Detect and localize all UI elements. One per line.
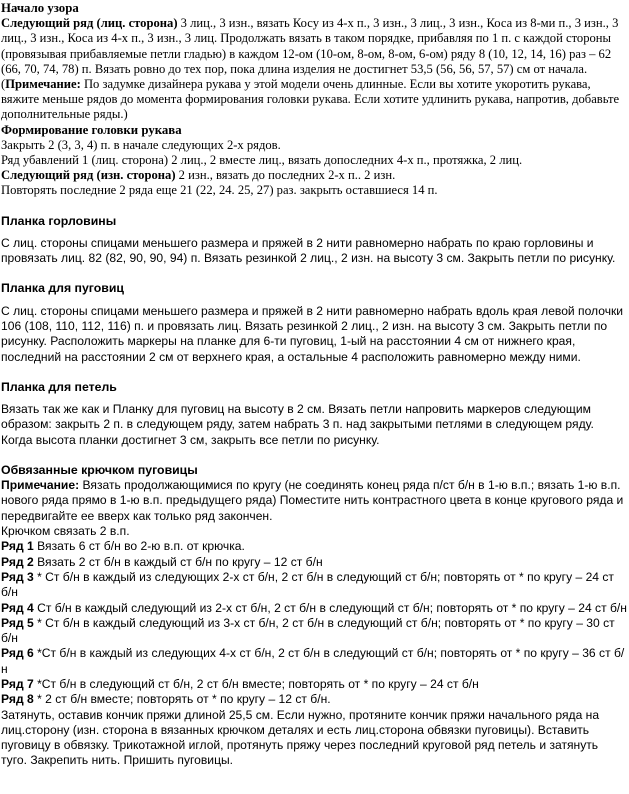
paragraph: С лиц. стороны спицами меньшего размера и пряжей в 2 нити равномерно набрать по краю горловины и провязать лиц. 82 (82, 90, 90, 94) п. Вязать резинкой 2 лиц., 2 изн. на высоту 3 см. Закрыть петли по рисунку. [1, 235, 616, 266]
row-text: Ст б/н в каждый следующий из 2-х ст б/н, 2 ст б/н в следующий ст б/н; повторять от * по кругу – 24 ст б/н [33, 600, 627, 615]
spacer [1, 266, 627, 281]
paragraph-text: 2 изн., вязать до последних 2-х п.. 2 изн. [175, 168, 396, 183]
row-label: Следующий ряд (лиц. сторона) [1, 16, 178, 31]
spacer [1, 297, 627, 304]
spacer [1, 448, 627, 463]
list-item [1, 677, 627, 692]
row-label: Ряд 5 [1, 615, 34, 630]
note-text: Вязать продолжающимися по кругу (не соединять конец ряда п/ст б/н в 1-ю в.п.; вязать 1-ю в.п. нового ряда прямо в 1-ю в.п. предыдущего ряда) Поместите нить контрастного цвета в конце кругового ряда и передвигайте ее вверх как только ряд закончен. [1, 478, 624, 523]
row-label: Ряд 1 [1, 539, 34, 554]
list-item [1, 601, 627, 616]
row-text: * Ст б/н в каждый следующий из 3-х ст б/н, 2 ст б/н в следующий ст б/н; повторять от * по кругу – 30 ст б/н [1, 615, 615, 646]
spacer [1, 199, 627, 214]
paragraph [1, 168, 627, 183]
row-label: Ряд 8 [1, 692, 34, 707]
row-label: Следующий ряд (изн. сторона) [1, 168, 176, 183]
paragraph [1, 16, 627, 122]
row-text: Вязать 6 ст б/н во 2-ю в.п. от крючка. [33, 539, 245, 554]
section-heading: Начало узора [1, 1, 79, 15]
crochet-rows-list [1, 539, 627, 707]
paragraph-text: 3 лиц., 3 изн., вязать Косу из 4-х п., 3 изн., 3 лиц., 3 изн., Коса из 8-ми п., 3 изн., 3 лиц., 3 изн., Коса из 4-х п., 3 изн., 3 лиц. Продолжать вязать в таком порядке, прибавляя по 1 п. с каждой стороны (провязывая прибавляемые петли гладью) в каждом 12-ом (10-ом, 8-ом, 8-ом, 6-ом) ряду 8 (10, 12, 14, 16) раз – 62 (66, 70, 74, 78) п. Вязать ровно до тех пор, пока длина изделия не достигнет 53,5 (56, 56, 57, 57) см от начала. ( [1, 16, 619, 92]
row-text: * 2 ст б/н вместе; повторять от * по кругу – 12 ст б/н. [33, 692, 331, 707]
section-heading: Планка для петель [1, 379, 117, 394]
paragraph: Повторять последние 2 ряда еще 21 (22, 24. 25, 27) раз. закрыть оставшиеся 14 п. [1, 183, 438, 198]
list-item [1, 646, 627, 677]
section-heading: Планка горловины [1, 213, 117, 228]
note-text: По задумке дизайнера рукава у этой модели очень длинные. Если вы хотите укоротить рукава, вяжите меньше рядов до момента формирования головки рукава. Если хотите удлинить рукава, напротив, добавьте дополнительные ряды.) [1, 77, 620, 122]
list-item [1, 539, 627, 554]
paragraph: Вязать так же как и Планку для пуговиц на высоту в 2 см. Вязать петли напровить маркеров следующим образом: закрыть 2 п. в следующем ряду, затем набрать 3 п. над закрытыми петлями в следующем ряду. Когда высота планки достигнет 3 см, закрыть все петли по рисунку. [1, 402, 594, 447]
neckband-section [1, 214, 627, 267]
row-label: Ряд 2 [1, 554, 34, 569]
paragraph: Ряд убавлений 1 (лиц. сторона) 2 лиц., 2 вместе лиц., вязать допоследних 4-х п., протяжка, 2 лиц. [1, 153, 523, 168]
list-item [1, 570, 627, 601]
row-text: * Ст б/н в каждый из следующих 2-х ст б/н, 2 ст б/н в следующий ст б/н; повторять от * по кругу – 24 ст б/н [1, 569, 614, 600]
paragraph: Закрыть 2 (3, 3, 4) п. в начале следующих 2-х рядов. [1, 137, 281, 152]
spacer [1, 229, 627, 236]
crochet-buttons-section [1, 463, 627, 769]
note-label: Примечание: [1, 478, 80, 493]
paragraph [1, 478, 627, 524]
note-label: Примечание: [5, 77, 81, 92]
row-label: Ряд 3 [1, 569, 34, 584]
row-text: Вязать 2 ст б/н в каждый ст б/н по кругу – 12 ст б/н [33, 554, 323, 569]
paragraph: С лиц. стороны спицами меньшего размера и пряжей в 2 нити равномерно набрать вдоль края левой полочки 106 (108, 110, 112, 116) п. и провязать лиц. Вязать резинкой 2 лиц., 2 изн. на высоту 3 см. Закрыть петли по рисунку. Расположить маркеры на планке для 6-ти пуговиц, 1-ый на расстоянии 4 см от нижнего края, последний на расстоянии 2 см от верхнего края, а остальные 4 расположить равномерно между ними. [1, 303, 624, 364]
row-label: Ряд 6 [1, 646, 34, 661]
row-label: Ряд 7 [1, 676, 34, 691]
sleeve-cap-section [1, 123, 627, 199]
row-label: Ряд 4 [1, 600, 34, 615]
section-heading: Планка для пуговиц [1, 281, 124, 296]
section-heading: Обвязанные крючком пуговицы [1, 462, 198, 477]
list-item [1, 692, 627, 707]
paragraph: Затянуть, оставив кончик пряжи длиной 25,5 см. Если нужно, протяните кончик пряжи начального ряда на лиц.сторону (изн. сторона в вязанных крючком деталях и есть лиц.сторона обвязки пуговицы). Вставить пуговицу в обвязку. Трикотажной иглой, протянуть пряжу через последний круговой ряд петель и затянуть туго. Закрепить нить. Пришить пуговицы. [1, 707, 600, 768]
spacer [1, 395, 627, 402]
row-text: *Ст б/н в следующий ст б/н, 2 ст б/н вместе; повторять от * по кругу – 24 ст б/н [33, 676, 479, 691]
pattern-start-section [1, 1, 627, 123]
section-heading: Формирование головки рукава [1, 122, 182, 137]
row-text: *Ст б/н в каждый из следующих 4-х ст б/н, 2 ст б/н в следующий ст б/н; повторять от * по кругу – 36 ст б/н [1, 646, 625, 676]
list-item [1, 555, 627, 570]
paragraph: Крючком связать 2 в.п. [1, 524, 130, 539]
button-band-section [1, 281, 627, 364]
list-item [1, 616, 627, 647]
spacer [1, 365, 627, 380]
buttonhole-band-section [1, 380, 627, 448]
